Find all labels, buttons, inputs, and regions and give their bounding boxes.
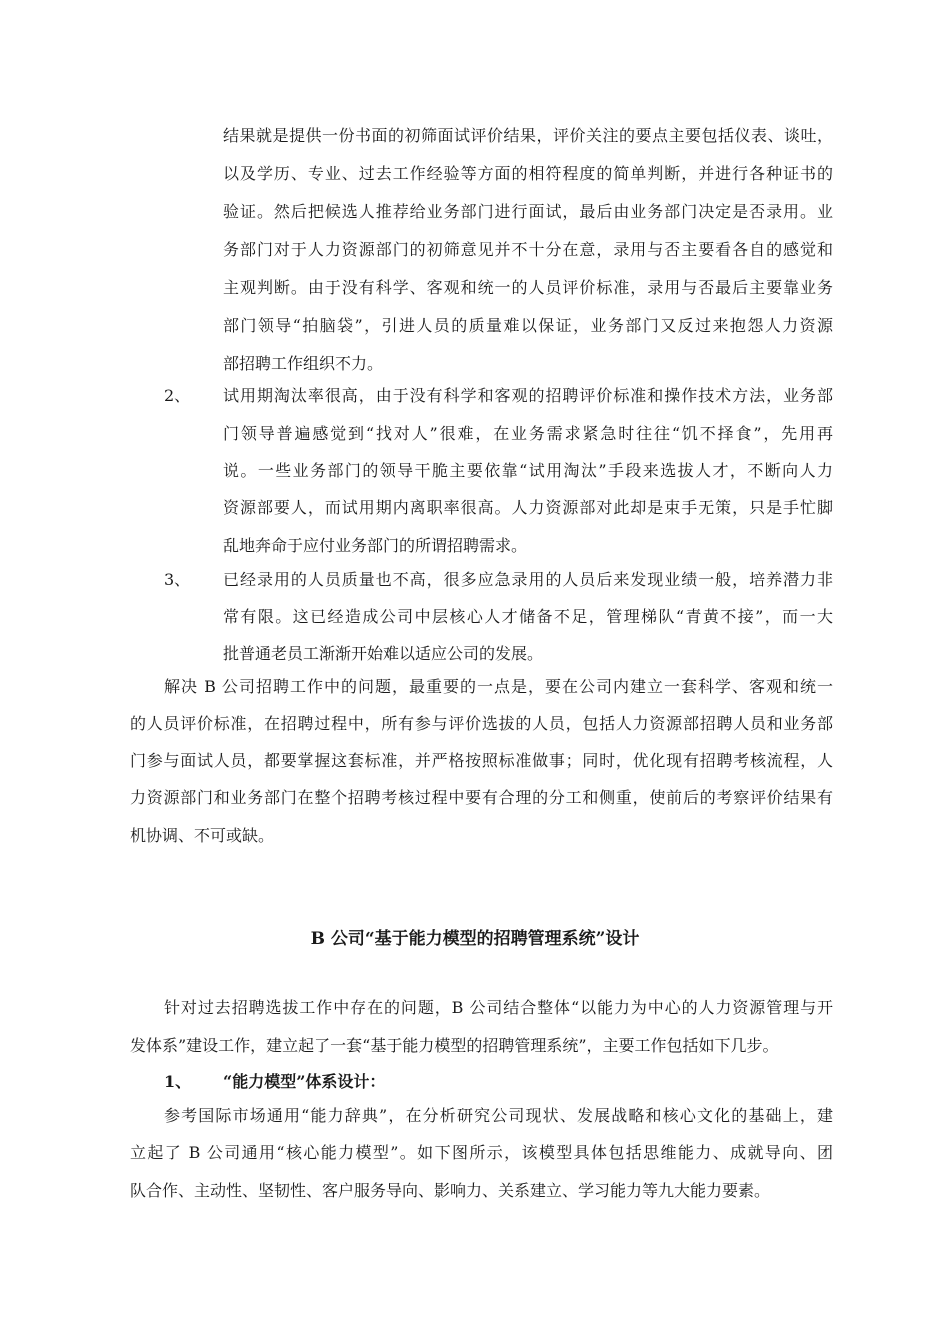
list-item-line: 已经录用的人员质量也不高，很多应急录用的人员后来发现业绩一般，培养潜力非 — [223, 570, 833, 589]
list-item-number: 2、 — [164, 386, 191, 405]
list-continuation-line: 部门领导“拍脑袋”，引进人员的质量难以保证，业务部门又反过来抱怨人力资源 — [223, 316, 833, 335]
list-item-line: 门领导普遍感觉到“找对人”很难，在业务需求紧急时往往“饥不择食”，先用再 — [223, 424, 833, 443]
paragraph-line: 机协调、不可或缺。 — [130, 826, 275, 845]
list-item-line: 资源部要人，而试用期内离职率很高。人力资源部对此却是束手无策，只是手忙脚 — [223, 498, 833, 517]
paragraph-line: 参考国际市场通用“能力辞典”，在分析研究公司现状、发展战略和核心文化的基础上，建 — [164, 1106, 833, 1125]
list-continuation-line: 结果就是提供一份书面的初筛面试评价结果，评价关注的要点主要包括仪表、谈吐， — [223, 126, 833, 145]
list-item-line: 试用期淘汰率很高，由于没有科学和客观的招聘评价标准和操作技术方法，业务部 — [223, 386, 833, 405]
step-heading: “能力模型”体系设计： — [223, 1072, 386, 1091]
list-continuation-line: 部招聘工作组织不力。 — [223, 354, 384, 373]
paragraph-line: 发体系”建设工作，建立起了一套“基于能力模型的招聘管理系统”，主要工作包括如下几步。 — [130, 1036, 779, 1055]
list-item-line: 批普通老员工渐渐开始难以适应公司的发展。 — [223, 644, 544, 663]
list-continuation-line: 验证。然后把候选人推荐给业务部门进行面试，最后由业务部门决定是否录用。业 — [223, 202, 833, 221]
step-number: 1、 — [164, 1072, 192, 1091]
paragraph-line: 力资源部门和业务部门在整个招聘考核过程中要有合理的分工和侧重，使前后的考察评价结果有 — [130, 788, 833, 807]
paragraph-line: 的人员评价标准，在招聘过程中，所有参与评价选拔的人员，包括人力资源部招聘人员和业务部 — [130, 714, 833, 733]
paragraph-line: 门参与面试人员，都要掌握这套标准，并严格按照标准做事；同时，优化现有招聘考核流程，人 — [130, 751, 833, 770]
list-continuation-line: 务部门对于人力资源部门的初筛意见并不十分在意，录用与否主要看各自的感觉和 — [223, 240, 833, 259]
paragraph-line: 解决 B 公司招聘工作中的问题，最重要的一点是，要在公司内建立一套科学、客观和统一 — [164, 677, 833, 696]
section-title: B 公司“基于能力模型的招聘管理系统”设计 — [310, 929, 640, 949]
list-continuation-line: 以及学历、专业、过去工作经验等方面的相符程度的简单判断，并进行各种证书的 — [223, 164, 833, 183]
list-item-line: 说。一些业务部门的领导干脆主要依靠“试用淘汰”手段来选拔人才，不断向人力 — [223, 461, 833, 480]
list-item-number: 3、 — [164, 570, 191, 589]
paragraph-line: 立起了 B 公司通用“核心能力模型”。如下图所示，该模型具体包括思维能力、成就导向、团 — [130, 1143, 833, 1162]
paragraph-line: 针对过去招聘选拔工作中存在的问题，B 公司结合整体“以能力为中心的人力资源管理与开 — [164, 998, 833, 1017]
list-item-line: 乱地奔命于应付业务部门的所谓招聘需求。 — [223, 536, 528, 555]
list-continuation-line: 主观判断。由于没有科学、客观和统一的人员评价标准，录用与否最后主要靠业务 — [223, 278, 833, 297]
list-item-line: 常有限。这已经造成公司中层核心人才储备不足，管理梯队“青黄不接”，而一大 — [223, 607, 833, 626]
paragraph-line: 队合作、主动性、坚韧性、客户服务导向、影响力、关系建立、学习能力等九大能力要素。 — [130, 1181, 771, 1200]
